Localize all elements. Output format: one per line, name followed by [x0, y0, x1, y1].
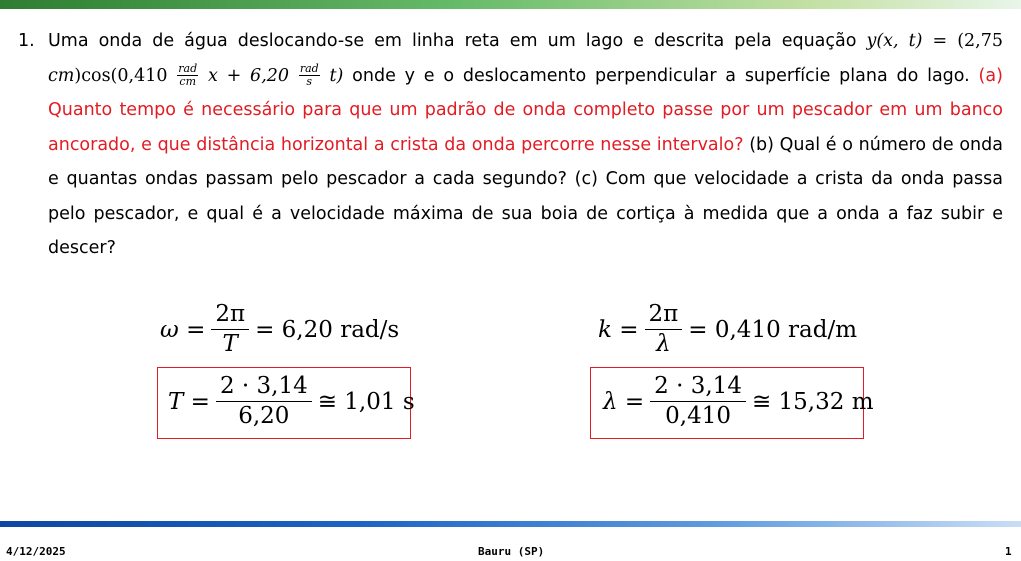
wavelength-equation: λ = $\frac{2 \cdot 3,14}{0,410}$ ≅ 15,32 m	[603, 373, 874, 429]
top-accent-bar	[0, 0, 1021, 9]
question-block	[18, 24, 1003, 266]
period-equation: T = $\frac{2 \cdot 3,14}{6,20}$ ≅ 1,01 s	[168, 373, 415, 429]
equation-cos: )cos(0,410	[74, 65, 168, 86]
bottom-accent-bar	[0, 521, 1021, 527]
part-bc-text: (b) Qual é o número de onda e quantas ondas passam pelo pescador a cada segundo? (c) Com que velocidade a crista da onda passa pelo pescador, e qual é a velocidade máxima de sua boia de cortiça à medida que a onda a faz subir e descer?	[48, 134, 1003, 258]
omega-fraction: $\frac{2\pi}{T}$	[211, 300, 249, 359]
equation-fraction-rad-s: rad s	[299, 62, 319, 88]
period-fraction: $\frac{2 \cdot 3,14}{6,20}$	[216, 372, 312, 431]
part-a-label: (a)	[978, 65, 1003, 86]
part-a-text: Quanto tempo é necessário para que um padrão de onda completo passe por um pescador em um banco ancorado, e que distância horizontal a crista da onda percorre nesse intervalo?	[48, 100, 1003, 155]
question-text-after-equation: onde y e o deslocamento perpendicular a superfície plana do lago.	[352, 65, 970, 86]
equation-lhs: y(x, t) =	[866, 31, 948, 51]
equation-end: t)	[329, 65, 344, 86]
question-intro: Uma onda de água deslocando-se em linha reta em um lago e descrita pela equação	[48, 31, 857, 51]
wavelength-fraction: $\frac{2 \cdot 3,14}{0,410}$	[650, 372, 746, 431]
footer-date: 4/12/2025	[6, 545, 66, 558]
wavenumber-equation: k = $\frac{2\pi}{\lambda}$ = 0,410 rad/m	[598, 301, 858, 357]
equation-amplitude: (2,75	[957, 31, 1003, 51]
omega-equation: ω = $\frac{2\pi}{T}$ = 6,20 rad/s	[160, 301, 400, 357]
footer-location: Bauru (SP)	[478, 545, 545, 558]
footer-page-number: 1	[1005, 545, 1012, 558]
equation-middle: x + 6,20	[207, 65, 290, 86]
equation-amplitude-unit: cm	[48, 65, 75, 86]
wavenumber-fraction: $\frac{2\pi}{\lambda}$	[645, 300, 683, 359]
equation-fraction-rad-cm: rad cm	[178, 62, 198, 88]
question-number: 1.	[18, 31, 35, 51]
question-text	[48, 24, 1003, 266]
